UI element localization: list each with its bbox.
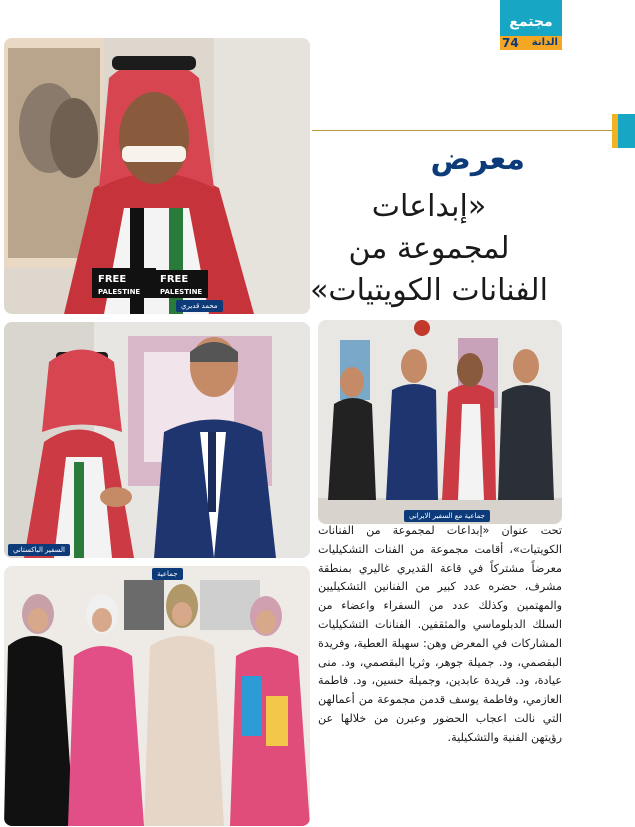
- section-label: مجتمع: [500, 0, 562, 36]
- scarf-text-free-2: FREE: [160, 274, 189, 285]
- scarf-text-free: FREE: [98, 274, 127, 285]
- scarf-text-palestine: PALESTINE: [98, 288, 141, 296]
- photo-caption-group: جماعية مع السفير الايراني: [404, 510, 490, 522]
- title-rule: [312, 130, 612, 131]
- scarf-text-palestine-2: PALESTINE: [160, 288, 203, 296]
- headline-line-3: الفنانات الكويتيات»: [310, 273, 548, 308]
- headline-line-2: لمجموعة من: [348, 231, 510, 266]
- photo-caption-handshake: السفير الباكستاني: [8, 544, 70, 556]
- page-number: 74: [502, 36, 519, 50]
- headline-line-1: «إبداعات: [371, 189, 487, 224]
- photo-caption-top: محمد قديري: [176, 300, 223, 312]
- magazine-logo-bar: [500, 36, 562, 50]
- photo-group-women: [4, 566, 310, 826]
- photo-group-men: [318, 320, 562, 524]
- magazine-logo: الدانة: [531, 37, 558, 48]
- article-headline: [300, 186, 558, 312]
- article-body: تحت عنوان «إبداعات لمجموعة من الفنانات الكويتيات»، أقامت مجموعة من الفنات التشكيليات معرضاً مشتركاً في قاعة القديري غاليري بمنطقة مشرف، حضره عدد كبير من الفنانين التشكيليين والمهتمين وكذلك عدد من السفراء واعضاء من السلك الدبلوماسي والمثقفين. الفنانات التشكيليات المشاركات في المعرض وهن: سهيلة العطية، وفريدة البقصمي، ود. جميلة جوهر، وثريا البقصمي، ود. منى عيادة، ود. فريدة عابدين، وجميلة حسين، ود. فاطمة العازمي، وفاطمة يوسف قدمن مجموعة من أعمالهن التي نالت اعجاب الحضور وعبرن من خلالها عن رؤيتهن الفنية والتشكيلية.: [318, 524, 562, 744]
- photo-handshake: [4, 322, 310, 558]
- article-kicker: معرض: [430, 142, 525, 177]
- section-header: [500, 0, 562, 50]
- photo-caption-women: جماعية: [152, 568, 183, 580]
- corner-flag: [612, 114, 635, 148]
- photo-man-keffiyeh: [4, 38, 310, 314]
